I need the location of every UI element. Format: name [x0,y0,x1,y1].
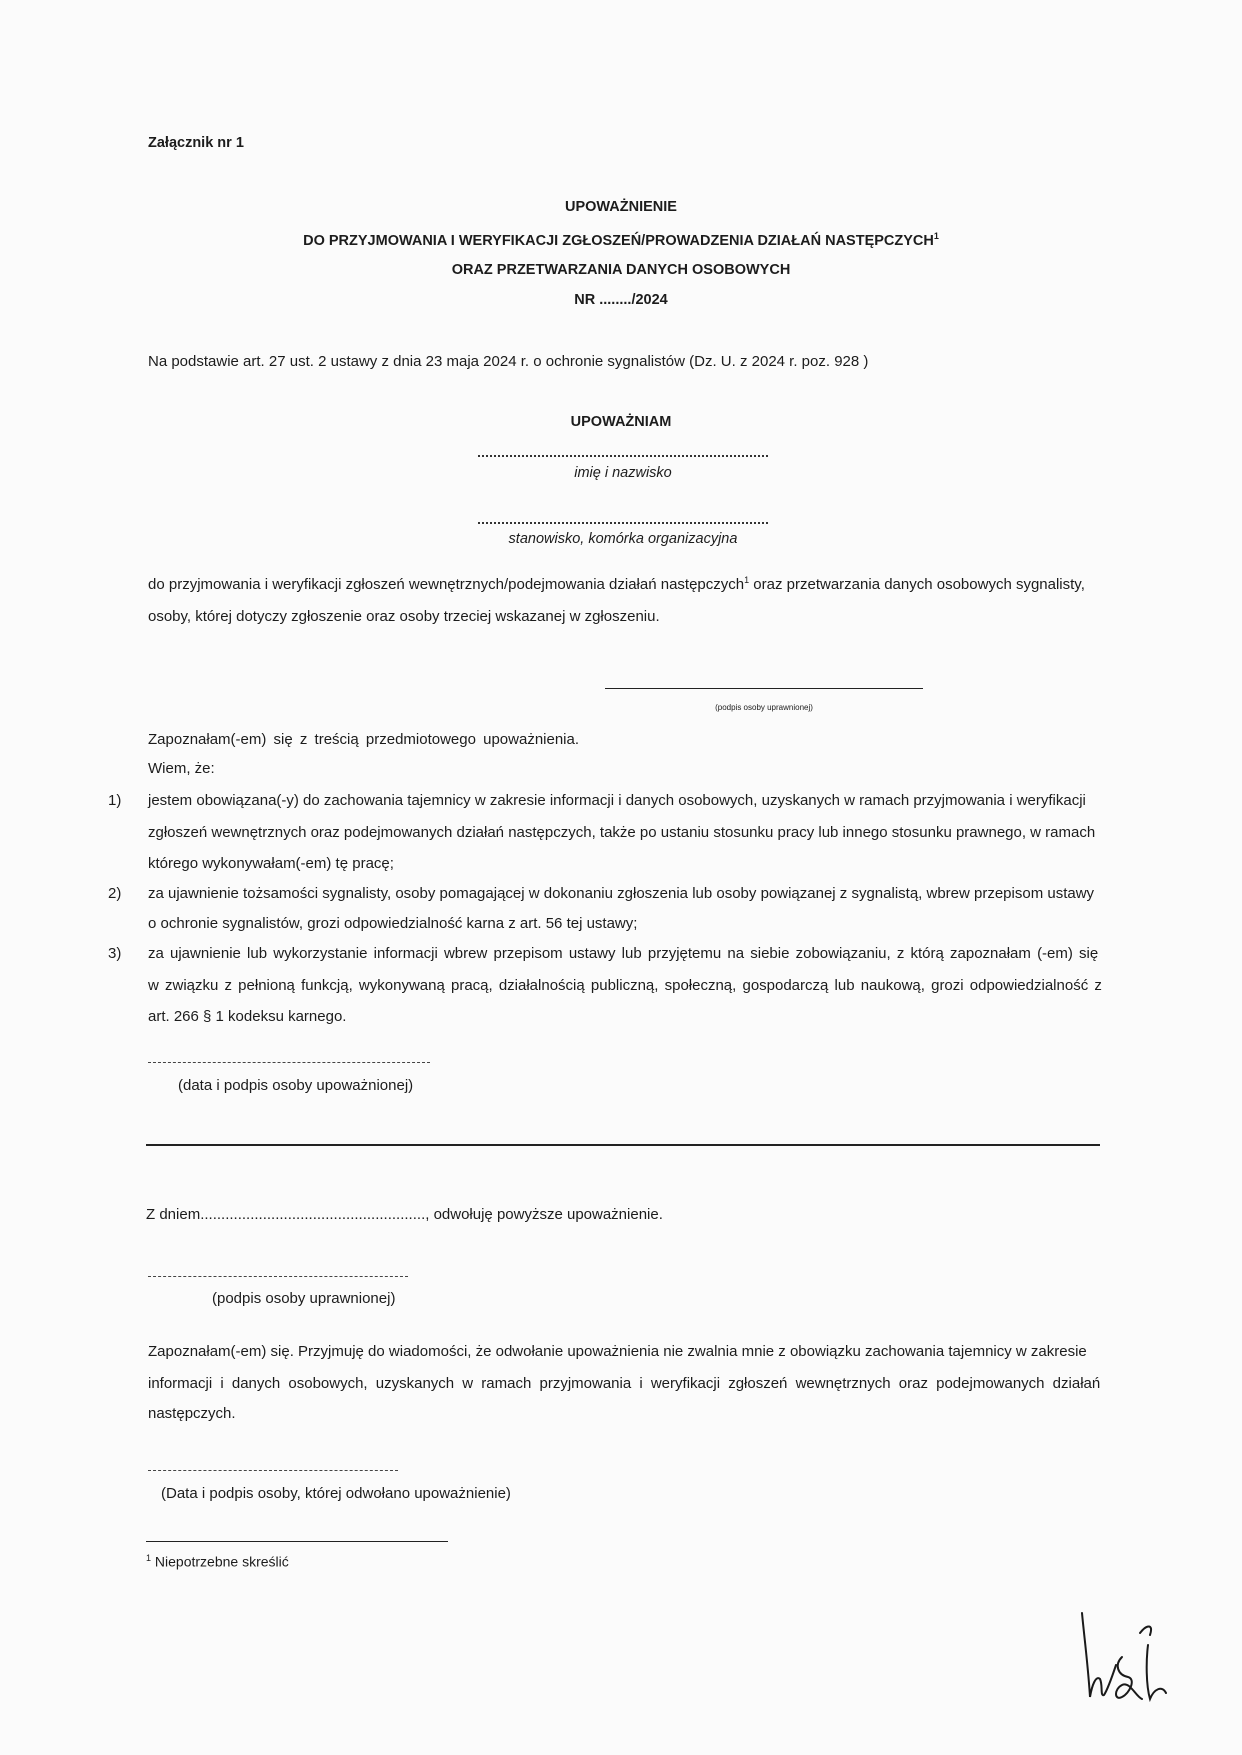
authorized-signature-line[interactable] [605,688,923,689]
scope-line-2: osoby, której dotyczy zgłoszenie oraz osoby trzeciej wskazanej w zgłoszeniu. [148,608,660,625]
revocation-statement [146,1206,663,1223]
authorize-heading: UPOWAŻNIAM [570,414,672,430]
item-1-line-2: zgłoszeń wewnętrznych oraz podejmowanych działań następczych, także po ustaniu stosunku pracy lub innego stosunku prawnego, w ramach [148,824,1096,841]
position-field-line[interactable] [478,522,768,524]
item-1-line-3: którego wykonywałam(-em) tę pracę; [148,855,394,872]
scope-text-a: do przyjmowania i weryfikacji zgłoszeń wewnętrznych/podejmowania działań następczych [148,576,745,593]
authorized-person-signature-caption: (data i podpis osoby upoważnionej) [178,1077,414,1094]
scope-text-b: oraz przetwarzania danych osobowych sygnalisty, [749,576,1085,593]
revocation-ack-line-2: informacji i danych osobowych, uzyskanych w ramach przyjmowania i weryfikacji zgłoszeń wewnętrznych oraz podejmowanych działań [148,1375,1101,1392]
revocation-text-b: , odwołuję powyższe upoważnienie. [425,1206,663,1223]
revocation-signature-caption: (podpis osoby uprawnionej) [212,1290,396,1307]
document-number: NR ......../2024 [574,292,668,308]
item-2-line-1: za ujawnienie tożsamości sygnalisty, osoby pomagającej w dokonaniu zgłoszenia lub osoby powiązanej z sygnalistą, wbrew przepisom ustawy [148,885,1095,902]
footnote-mark: 1 [146,1553,152,1563]
item-number-1: 1) [108,792,122,809]
authorized-signature-caption: (podpis osoby uprawnionej) [715,703,813,712]
item-2-line-2: o ochronie sygnalistów, grozi odpowiedzialność karna z art. 56 tej ustawy; [148,915,638,932]
item-3-line-1: za ujawnienie lub wykorzystanie informacji wbrew przepisom ustawy lub przyjętemu na siebie zobowiązaniu, z którą zapoznałam (-em) się [148,945,1099,962]
item-3-line-2: w związku z pełnioną funkcją, wykonywaną pracą, działalnością publiczną, społeczną, gospodarczą lub naukową, grozi odpowiedzialność z [148,977,1102,994]
acknowledgement-intro: Zapoznałam(-em) się z treścią przedmiotowego upoważnienia. [148,731,580,748]
item-number-2: 2) [108,885,122,902]
title-line-2-text: DO PRZYJMOWANIA I WERYFIKACJI ZGŁOSZEŃ/PROWADZENIA DZIAŁAŃ NASTĘPCZYCH [303,232,934,249]
revocation-text-a: Z dniem [146,1206,201,1223]
footnote-ref: 1 [933,231,939,241]
footnote [146,1553,289,1570]
authorized-person-signature-line[interactable] [148,1062,430,1063]
name-field-line[interactable] [478,455,768,457]
title-line-2 [0,231,1242,249]
revocation-ack-line-3: następczych. [148,1405,236,1422]
final-signature-caption: (Data i podpis osoby, której odwołano upoważnienie) [161,1485,511,1502]
final-signature-line[interactable] [148,1470,398,1471]
item-number-3: 3) [108,945,122,962]
revocation-signature-line[interactable] [148,1276,408,1277]
title-line-3: ORAZ PRZETWARZANIA DANYCH OSOBOWYCH [451,262,791,278]
scope-line-1 [148,575,1085,593]
know-that: Wiem, że: [148,760,215,777]
position-caption: stanowisko, komórka organizacyjna [508,531,738,547]
item-1-line-1: jestem obowiązana(-y) do zachowania tajemnicy w zakresie informacji i danych osobowych, uzyskanych w ramach przyjmowania i weryfikacji [148,792,1086,809]
footnote-separator [146,1541,448,1542]
legal-basis: Na podstawie art. 27 ust. 2 ustawy z dnia 23 maja 2024 r. o ochronie sygnalistów (Dz. U. z 2024 r. poz. 928 ) [148,353,869,370]
footnote-ref: 1 [744,575,750,585]
revocation-ack-line-1: Zapoznałam(-em) się. Przyjmuję do wiadomości, że odwołanie upoważnienia nie zwalnia mnie z obowiązku zachowania tajemnicy w zakresie [148,1343,1087,1360]
revocation-date-field[interactable]: ...................................................... [200,1206,426,1223]
title-line-1: UPOWAŻNIENIE [565,199,677,215]
item-3-line-3: art. 266 § 1 kodeksu karnego. [148,1008,347,1025]
footnote-text: Niepotrzebne skreślić [151,1553,289,1570]
section-separator [146,1144,1100,1146]
attachment-label: Załącznik nr 1 [148,135,244,151]
handwritten-initials [1070,1605,1180,1715]
name-caption: imię i nazwisko [574,465,672,481]
